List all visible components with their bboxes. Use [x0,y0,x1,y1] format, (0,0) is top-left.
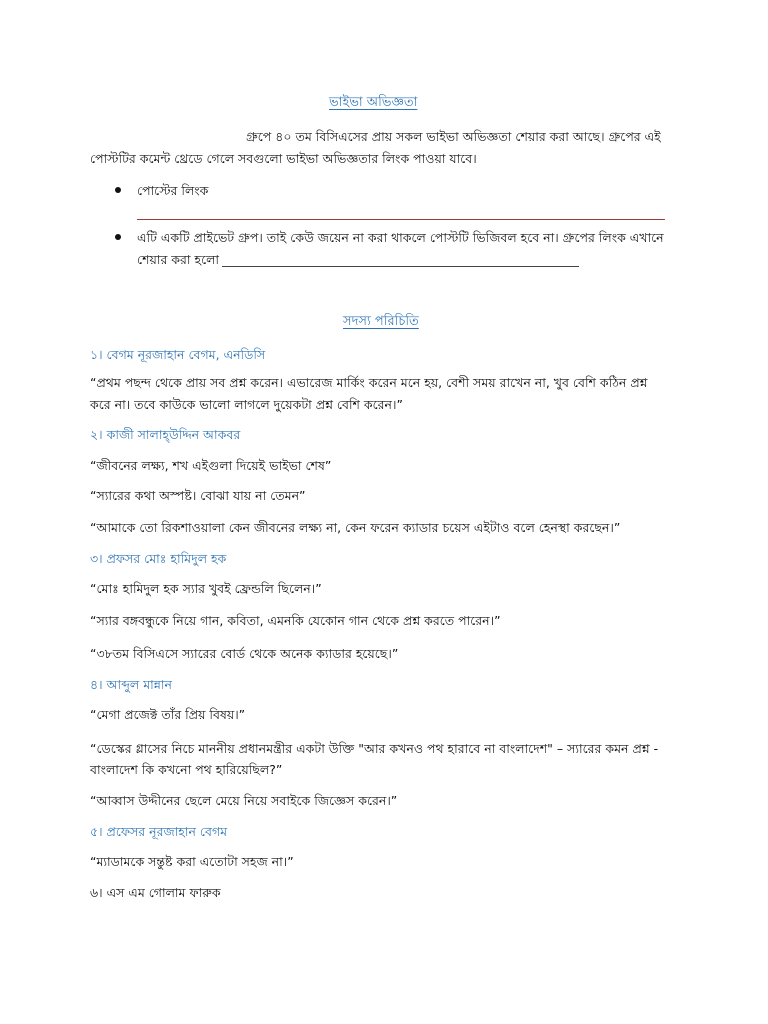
member-1-quote-1-line-2: করে না। তবে কাউকে ভালো লাগলে দুয়েকটা প্রশ্ন বেশি করেন।” [90,397,403,412]
intro-paragraph-line-1: গ্রুপে ৪০ তম বিসিএসের প্রায় সকল ভাইভা অভিজ্ঞতা শেয়ার করা আছে। গ্রুপের এই [246,129,661,144]
bullet-private-group-line-2: শেয়ার করা হলো [137,252,220,267]
member-1-quote-1-line-1: “প্রথম পছন্দ থেকে প্রায় সব প্রশ্ন করেন। এভারেজ মার্কিং করেন মনে হয়, বেশী সময় রাখেন না, খুব বেশি কঠিন প্রশ্ন [90,375,648,390]
member-3-quote-1: “মোঃ হামিদুল হক স্যার খুবই ফ্রেন্ডলি ছিলেন।” [90,581,322,596]
member-4-quote-2-line-1: “ডেস্কের গ্লাসের নিচে মাননীয় প্রধানমন্ত্রীর একটা উক্তি "আর কখনও পথ হারাবে না বাংলাদেশ" – স্যারের কমন প্রশ্ন - [90,741,659,756]
member-name-2: ২। কাজী সালাহ্উদ্দিন আকবর [90,427,241,442]
member-4-quote-3: “আব্বাস উদ্দীনের ছেলে মেয়ে নিয়ে সবাইকে জিজ্ঞেস করেন।” [90,793,398,808]
member-name-5: ৫। প্রফেসর নূরজাহান বেগম [90,824,228,839]
bullet-marker [115,234,121,240]
bullet-post-link-label: পোস্টের লিংক [137,183,209,198]
member-2-quote-1: “জীবনের লক্ষ্য, শখ এইগুলা দিয়েই ভাইভা শেষ” [90,458,332,473]
post-link-placeholder[interactable] [137,219,665,220]
member-2-quote-2: “স্যারের কথা অস্পষ্ট। বোঝা যায় না তেমন” [90,488,306,503]
member-2-quote-3: “আমাকে তো রিকশাওয়ালা কেন জীবনের লক্ষ্য না, কেন ফরেন ক্যাডার চয়েস এইটাও বলে হেনস্থা করছেন।” [90,520,621,535]
section-title-viva-experience: ভাইভা অভিজ্ঞতা [329,95,418,110]
section-title-member-intro: সদস্য পরিচিতি [343,314,419,329]
member-4-quote-2-line-2: বাংলাদেশ কি কখনো পথ হারিয়েছিল?” [90,762,283,777]
member-name-4: ৪। আব্দুল মান্নান [90,677,172,692]
member-4-quote-1: “মেগা প্রজেক্ট তাঁর প্রিয় বিষয়।” [90,707,246,722]
member-3-quote-2: “স্যার বঙ্গবন্ধুকে নিয়ে গান, কবিতা, এমনকি যেকোন গান থেকে প্রশ্ন করতে পারেন।” [90,613,501,628]
bullet-private-group-line-1: এটি একটি প্রাইভেট গ্রুপ। তাই কেউ জয়েন না করা থাকলে পোস্টটি ভিজিবল হবে না। গ্রুপের লিংক এখানে [137,230,664,245]
group-link-placeholder[interactable] [222,266,579,267]
bullet-marker [115,187,121,193]
member-3-quote-3: “৩৮তম বিসিএসে স্যারের বোর্ড থেকে অনেক ক্যাডার হয়েছে।” [90,646,399,661]
intro-paragraph-line-2: পোস্টটির কমেন্ট থ্রেডে গেলে সবগুলো ভাইভা অভিজ্ঞতার লিংক পাওয়া যাবে। [90,151,477,166]
member-name-6: ৬। এস এম গোলাম ফারুক [90,885,221,900]
member-name-1: ১। বেগম নূরজাহান বেগম, এনডিসি [90,347,266,362]
member-5-quote-1: “ম্যাডামকে সন্তুষ্ট করা এতোটা সহজ না।” [90,854,294,869]
member-name-3: ৩। প্রফসর মোঃ হামিদুল হক [90,551,227,566]
